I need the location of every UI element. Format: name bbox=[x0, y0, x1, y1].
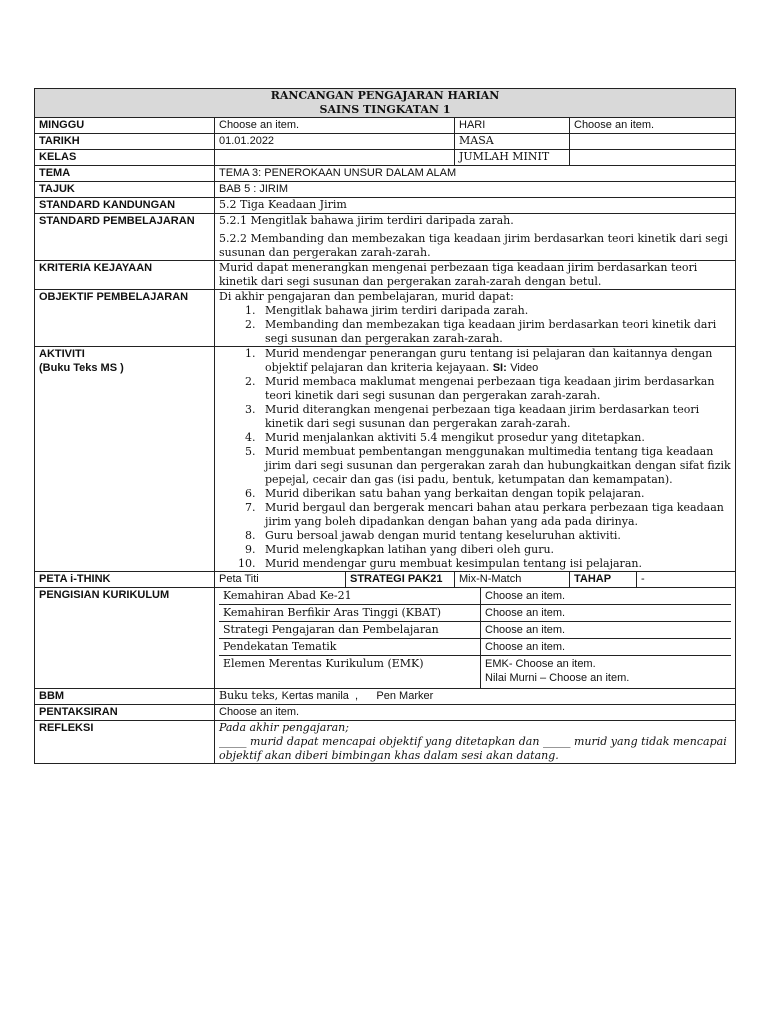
label-aktiviti: AKTIVITI bbox=[39, 348, 85, 360]
header-row bbox=[35, 89, 736, 118]
standard-pembelajaran-item: 5.2.2 Membanding dan membezakan tiga keadaan jirim berdasarkan teori kinetik dari segi susunan dan pergerakan zarah-zarah. bbox=[219, 232, 728, 259]
aktiviti-item: 8. Guru bersoal jawab dengan murid tentang keseluruhan aktiviti. bbox=[259, 529, 731, 543]
emk-cell bbox=[481, 656, 731, 688]
label-strategi-pak21: STRATEGI PAK21 bbox=[346, 572, 455, 588]
si-value[interactable]: Video bbox=[510, 362, 539, 374]
label-tahap: TAHAP bbox=[570, 572, 637, 588]
aktiviti-item-text: Murid mendengar penerangan guru tentang isi pelajaran dan kaitannya dengan objektif pelajaran dan kriteria kejayaan. bbox=[265, 347, 713, 374]
row-pentaksiran bbox=[35, 705, 736, 721]
aktiviti-item: 5. Murid membuat pembentangan menggunakan multimedia tentang tiga keadaan jirim dari segi susunan dan pergerakan zarah dan hubungkaitkan dengan sifat fizik pepejal, cecair dan gas (isi padu, bentuk, ketumpatan dan kemampatan). bbox=[259, 445, 731, 487]
refleksi-value[interactable] bbox=[215, 721, 736, 764]
minggu-dropdown[interactable]: Choose an item. bbox=[215, 118, 455, 134]
objektif-value[interactable] bbox=[215, 290, 736, 347]
row-tarikh bbox=[35, 134, 736, 150]
pendekatan-tematik-dropdown[interactable]: Choose an item. bbox=[481, 639, 731, 656]
standard-pembelajaran-value[interactable] bbox=[215, 214, 736, 261]
objektif-intro: Di akhir pengajaran dan pembelajaran, murid dapat: bbox=[219, 290, 514, 303]
standard-pembelajaran-item: 5.2.1 Mengitlak bahawa jirim terdiri daripada zarah. bbox=[219, 214, 514, 227]
row-bbm bbox=[35, 689, 736, 705]
row-peta-ithink bbox=[35, 572, 736, 588]
label-kelas: KELAS bbox=[35, 150, 215, 166]
strategi-pdp-dropdown[interactable]: Choose an item. bbox=[481, 622, 731, 639]
kemahiran-abad-dropdown[interactable]: Choose an item. bbox=[481, 588, 731, 605]
lesson-plan-table bbox=[34, 88, 736, 764]
kriteria-value[interactable]: Murid dapat menerangkan mengenai perbezaan tiga keadaan jirim berdasarkan teori kinetik dari segi susunan dan pergerakan zarah-zarah dengan betul. bbox=[215, 261, 736, 290]
label-refleksi: REFLEKSI bbox=[35, 721, 215, 764]
aktiviti-item: 4. Murid menjalankan aktiviti 5.4 mengikut prosedur yang ditetapkan. bbox=[259, 431, 731, 445]
objektif-list bbox=[219, 304, 731, 346]
label-hari: HARI bbox=[455, 118, 570, 134]
refleksi-line-1: Pada akhir pengajaran; bbox=[219, 721, 349, 734]
pengisian-kurikulum-grid bbox=[215, 588, 736, 689]
label-pentaksiran: PENTAKSIRAN bbox=[35, 705, 215, 721]
row-refleksi bbox=[35, 721, 736, 764]
masa-field[interactable] bbox=[570, 134, 736, 150]
label-bbm: BBM bbox=[35, 689, 215, 705]
bbm-value[interactable] bbox=[215, 689, 736, 705]
label-peta-ithink: PETA i-THINK bbox=[35, 572, 215, 588]
label-aktiviti-cell bbox=[35, 347, 215, 572]
row-pengisian-kurikulum bbox=[35, 588, 736, 689]
peta-ithink-value[interactable]: Peta Titi bbox=[215, 572, 346, 588]
row-tajuk bbox=[35, 182, 736, 198]
aktiviti-item: 2. Murid membaca maklumat mengenai perbezaan tiga keadaan jirim berdasarkan teori kinetik dari segi susunan dan pergerakan zarah-zarah. bbox=[259, 375, 731, 403]
row-standard-pembelajaran bbox=[35, 214, 736, 261]
label-standard-kandungan: STANDARD KANDUNGAN bbox=[35, 198, 215, 214]
row-tema bbox=[35, 166, 736, 182]
document-header bbox=[35, 89, 736, 118]
aktiviti-item: 9. Murid melengkapkan latihan yang diberi oleh guru. bbox=[259, 543, 731, 557]
si-label: SI: bbox=[492, 362, 507, 374]
row-aktiviti bbox=[35, 347, 736, 572]
label-kriteria: KRITERIA KEJAYAAN bbox=[35, 261, 215, 290]
strategi-pdp-label: Strategi Pengajaran dan Pembelajaran bbox=[219, 622, 481, 639]
hari-dropdown[interactable]: Choose an item. bbox=[570, 118, 736, 134]
label-pengisian-kurikulum: PENGISIAN KURIKULUM bbox=[35, 588, 215, 689]
bbm-buku-teks: Buku teks, bbox=[219, 689, 279, 702]
document-title: RANCANGAN PENGAJARAN HARIAN bbox=[270, 89, 500, 102]
row-kriteria bbox=[35, 261, 736, 290]
aktiviti-item: 7. Murid bergaul dan bergerak mencari bahan atau perkara perbezaan tiga keadaan jirim yang boleh dipadankan dengan bahan yang ada pada dirinya. bbox=[259, 501, 731, 529]
standard-kandungan-value[interactable]: 5.2 Tiga Keadaan Jirim bbox=[215, 198, 736, 214]
nilai-murni-dropdown[interactable]: Nilai Murni – Choose an item. bbox=[485, 672, 630, 684]
kbat-label: Kemahiran Berfikir Aras Tinggi (KBAT) bbox=[219, 605, 481, 622]
emk-label: Elemen Merentas Kurikulum (EMK) bbox=[219, 656, 481, 688]
label-jumlah-minit: JUMLAH MINIT bbox=[455, 150, 570, 166]
label-minggu: MINGGU bbox=[35, 118, 215, 134]
tema-value[interactable]: TEMA 3: PENEROKAAN UNSUR DALAM ALAM bbox=[215, 166, 736, 182]
strategi-pak21-value[interactable]: Mix-N-Match bbox=[455, 572, 570, 588]
aktiviti-item bbox=[259, 347, 731, 375]
aktiviti-item: 6. Murid diberikan satu bahan yang berkaitan dengan topik pelajaran. bbox=[259, 487, 731, 501]
refleksi-line-2: _____ murid dapat mencapai objektif yang ditetapkan dan _____ murid yang tidak mencapai objektif akan diberi bimbingan khas dalam sesi akan datang. bbox=[219, 735, 727, 762]
jumlah-minit-field[interactable] bbox=[570, 150, 736, 166]
label-masa: MASA bbox=[455, 134, 570, 150]
label-standard-pembelajaran: STANDARD PEMBELAJARAN bbox=[35, 214, 215, 261]
aktiviti-item: 10. Murid mendengar guru membuat kesimpulan tentang isi pelajaran. bbox=[259, 557, 731, 571]
row-kelas bbox=[35, 150, 736, 166]
emk-dropdown[interactable]: EMK- Choose an item. bbox=[485, 658, 596, 670]
objektif-item: 2. Membanding dan membezakan tiga keadaan jirim berdasarkan teori kinetik dari segi susunan dan pergerakan zarah-zarah. bbox=[259, 318, 731, 346]
tarikh-field[interactable]: 01.01.2022 bbox=[215, 134, 455, 150]
row-standard-kandungan bbox=[35, 198, 736, 214]
label-tarikh: TARIKH bbox=[35, 134, 215, 150]
kemahiran-abad-label: Kemahiran Abad Ke-21 bbox=[219, 588, 481, 605]
aktiviti-value[interactable] bbox=[215, 347, 736, 572]
label-objektif: OBJEKTIF PEMBELAJARAN bbox=[35, 290, 215, 347]
pendekatan-tematik-label: Pendekatan Tematik bbox=[219, 639, 481, 656]
row-objektif bbox=[35, 290, 736, 347]
kbat-dropdown[interactable]: Choose an item. bbox=[481, 605, 731, 622]
label-tajuk: TAJUK bbox=[35, 182, 215, 198]
label-tema: TEMA bbox=[35, 166, 215, 182]
lesson-plan-document bbox=[34, 88, 735, 764]
kelas-field[interactable] bbox=[215, 150, 455, 166]
aktiviti-item: 3. Murid diterangkan mengenai perbezaan tiga keadaan jirim berdasarkan teori kinetik dari segi susunan dan pergerakan zarah-zarah. bbox=[259, 403, 731, 431]
row-minggu bbox=[35, 118, 736, 134]
bbm-materials: Kertas manila , Pen Marker bbox=[281, 690, 434, 702]
tahap-value[interactable]: - bbox=[637, 572, 736, 588]
pentaksiran-dropdown[interactable]: Choose an item. bbox=[215, 705, 736, 721]
document-subtitle: SAINS TINGKATAN 1 bbox=[319, 103, 451, 116]
tajuk-value[interactable]: BAB 5 : JIRIM bbox=[215, 182, 736, 198]
objektif-item: 1. Mengitlak bahawa jirim terdiri daripada zarah. bbox=[259, 304, 731, 318]
label-buku-teks: (Buku Teks MS ) bbox=[39, 362, 124, 374]
aktiviti-list bbox=[219, 347, 731, 571]
